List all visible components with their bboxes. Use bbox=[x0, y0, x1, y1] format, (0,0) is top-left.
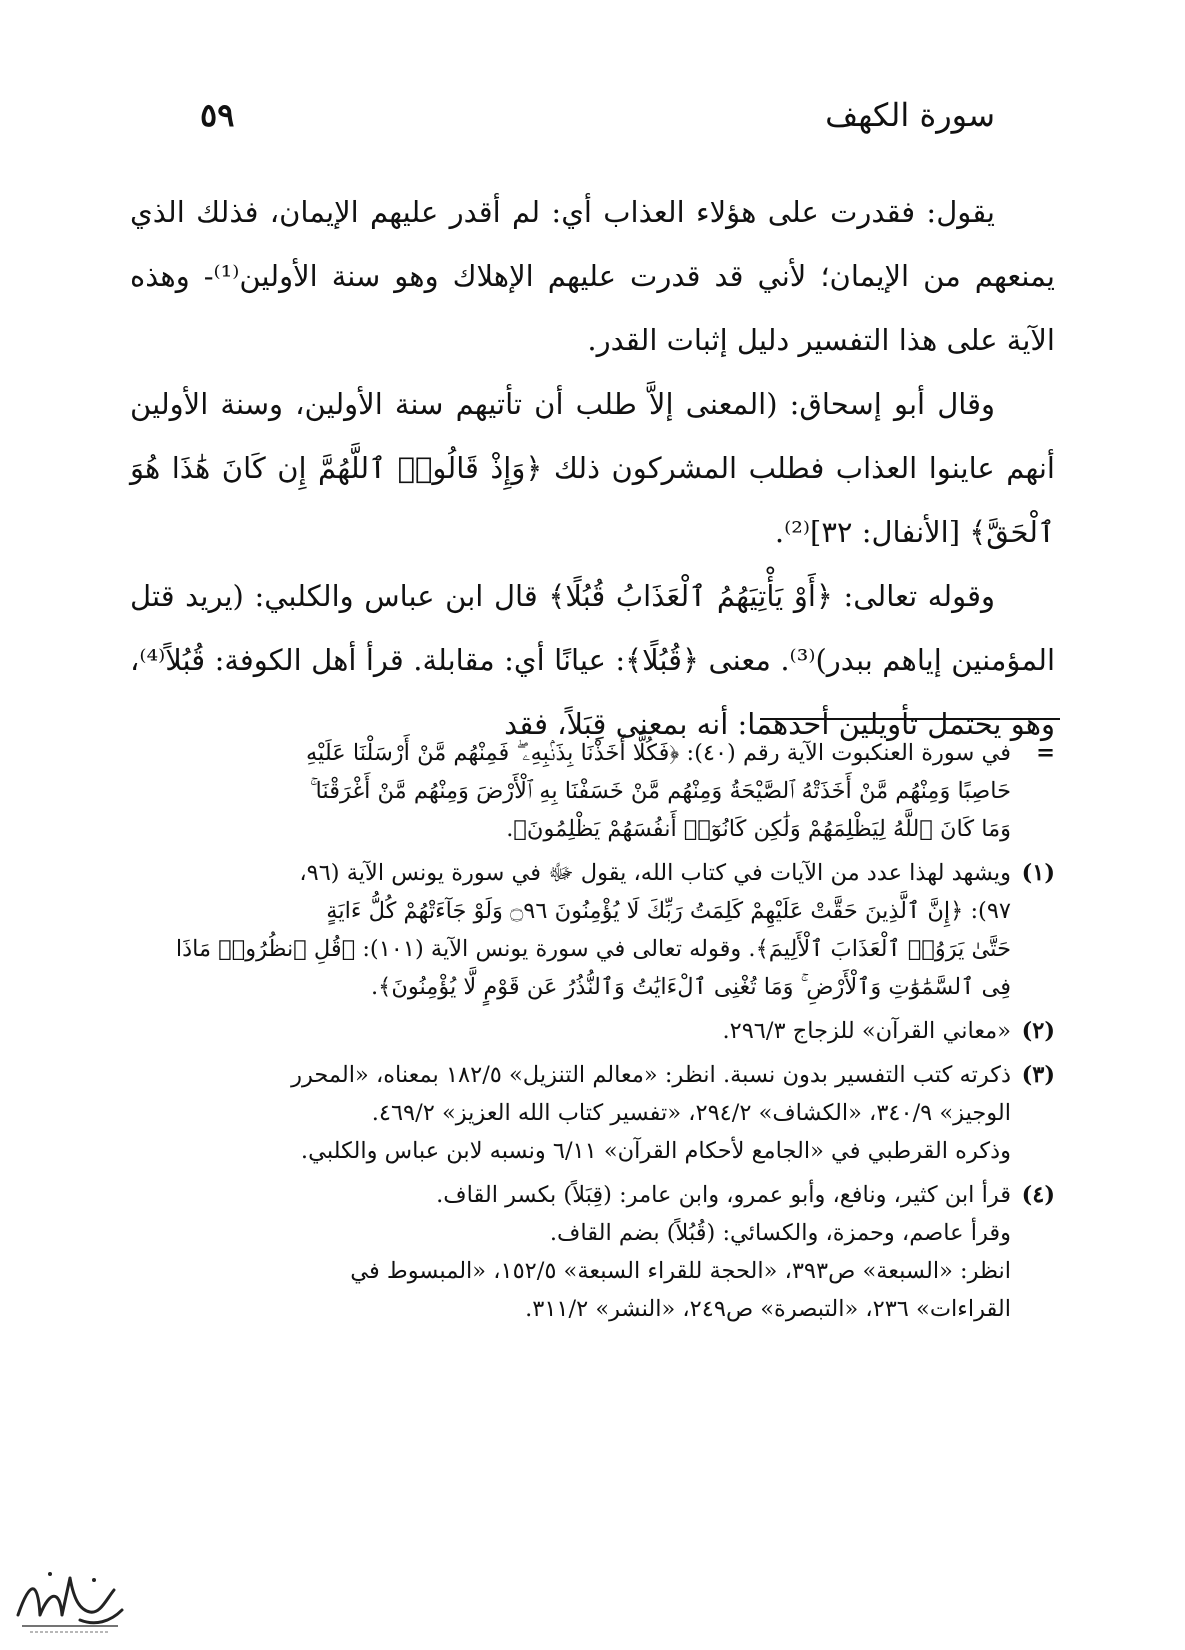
main-paragraph-3: وقوله تعالى: ﴿أَوْ يَأْتِيَهُمُ ٱلْعَذَابُ قُبُلًا﴾ قال ابن عباس والكلبي: (يريد قتل المؤمنين إياهم ببدر)⁽³⁾. معنى ﴿قُبُلًا﴾: عيانًا أي: مقابلة. قرأ أهل الكوفة: قُبُلاً⁽⁴⁾، وهو يحتمل تأويلين أحدهما: أنه بمعنى قِبَلاً، فقد bbox=[130, 579, 1055, 741]
footnote-line: ٩٧): ﴿إِنَّ ٱلَّذِينَ حَقَّتْ عَلَيْهِمْ كَلِمَتُ رَبِّكَ لَا يُؤْمِنُونَ ۝٩٦ وَلَوْ جَآءَتْهُمْ كُلُّ ءَايَةٍ bbox=[326, 898, 1011, 924]
footnote-3 bbox=[130, 1056, 1055, 1170]
footnote-line: القراءات» ٢٣٦، «التبصرة» ص٢٤٩، «النشر» ٣١١/٢. bbox=[525, 1296, 1011, 1322]
footnote-1 bbox=[130, 854, 1055, 1006]
footnote-line: وقرأ عاصم، وحمزة، والكسائي: (قُبُلاً) بضم القاف. bbox=[549, 1220, 1011, 1246]
running-title: سورة الكهف bbox=[825, 96, 995, 134]
footnote-line: ذكرته كتب التفسير بدون نسبة. انظر: «معالم التنزيل» ١٨٢/٥ بمعناه، «المحرر bbox=[291, 1062, 1011, 1088]
footnote-marker: (٣) bbox=[1021, 1062, 1055, 1088]
footnote-line: حَاصِبًا وَمِنْهُم مَّنْ أَخَذَتْهُ ٱلصَّيْحَةُ وَمِنْهُم مَّنْ خَسَفْنَا بِهِ ٱلْأَرْضَ وَمِنْهُم مَّنْ أَغْرَقْنَا ۚ bbox=[309, 778, 1011, 804]
library-stamp-logo bbox=[10, 1560, 130, 1640]
footnote-line: ويشهد لهذا عدد من الآيات في كتاب الله، يقول ﷻ في سورة يونس الآية (٩٦، bbox=[299, 860, 1011, 886]
main-paragraph-2: وقال أبو إسحاق: (المعنى إلاَّ طلب أن تأتيهم سنة الأولين، وسنة الأولين أنهم عاينوا العذاب فطلب المشركون ذلك ﴿وَإِذْ قَالُوا۟ ٱللَّهُمَّ إِن كَانَ هَٰذَا هُوَ ٱلْحَقَّ﴾ [الأنفال: ٣٢]⁽²⁾. bbox=[130, 387, 1055, 549]
footnote-line: وذكره القرطبي في «الجامع لأحكام القرآن» ٦/١١ ونسبه لابن عباس والكلبي. bbox=[300, 1138, 1011, 1164]
footnote-line: الوجيز» ٣٤٠/٩، «الكشاف» ٢٩٤/٢، «تفسير كتاب الله العزيز» ٤٦٩/٢. bbox=[371, 1100, 1011, 1126]
footnotes bbox=[130, 734, 1055, 1334]
main-paragraph-1: يقول: فقدرت على هؤلاء العذاب أي: لم أقدر عليهم الإيمان، فذلك الذي يمنعهم من الإيمان؛ لأني قد قدرت عليهم الإهلاك وهو سنة الأولين⁽¹⁾- وهذه الآية على هذا التفسير دليل إثبات القدر. bbox=[130, 195, 1055, 357]
footnote-line: في سورة العنكبوت الآية رقم (٤٠): ﴿فَكُلًّا أَخَذْنَا بِذَنۢبِهِۦ ۖ فَمِنْهُم مَّنْ أَرْسَلْنَا عَلَيْهِ bbox=[305, 740, 1011, 766]
footnote-line: فِى ٱلسَّمَٰوَٰتِ وَٱلْأَرْضِ ۚ وَمَا تُغْنِى ٱلْءَايَٰتُ وَٱلنُّذُرُ عَن قَوْمٍ لَّا يُؤْمِنُونَ﴾. bbox=[371, 974, 1011, 1000]
footnote-marker: = bbox=[1036, 740, 1055, 766]
page-header bbox=[200, 96, 995, 146]
footnote-4 bbox=[130, 1176, 1055, 1328]
main-text bbox=[130, 180, 1055, 756]
footnote-marker: (١) bbox=[1021, 860, 1055, 886]
footnote-separator bbox=[760, 718, 1060, 720]
footnote-line: حَتَّىٰ يَرَوُا۟ ٱلْعَذَابَ ٱلْأَلِيمَ﴾. وقوله تعالى في سورة يونس الآية (١٠١): ﴿قُلِ ٱنظُرُوا۟ مَاذَا bbox=[175, 936, 1011, 962]
footnote-line: «معاني القرآن» للزجاج ٢٩٦/٣. bbox=[722, 1018, 1011, 1044]
footnote-2 bbox=[130, 1012, 1055, 1050]
footnote-line: انظر: «السبعة» ص٣٩٣، «الحجة للقراء السبعة» ١٥٢/٥، «المبسوط في bbox=[350, 1258, 1011, 1284]
footnote-line: وَمَا كَانَ ٱللَّهُ لِيَظْلِمَهُمْ وَلَٰكِن كَانُوٓا۟ أَنفُسَهُمْ يَظْلِمُونَ﴾. bbox=[506, 816, 1011, 842]
footnote-line: قرأ ابن كثير، ونافع، وأبو عمرو، وابن عامر: (قِبَلاً) بكسر القاف. bbox=[436, 1182, 1011, 1208]
footnote-continuation bbox=[130, 734, 1055, 848]
page-number: ٥٩ bbox=[200, 96, 235, 134]
footnote-marker: (٢) bbox=[1021, 1018, 1055, 1044]
footnote-marker: (٤) bbox=[1021, 1182, 1055, 1208]
